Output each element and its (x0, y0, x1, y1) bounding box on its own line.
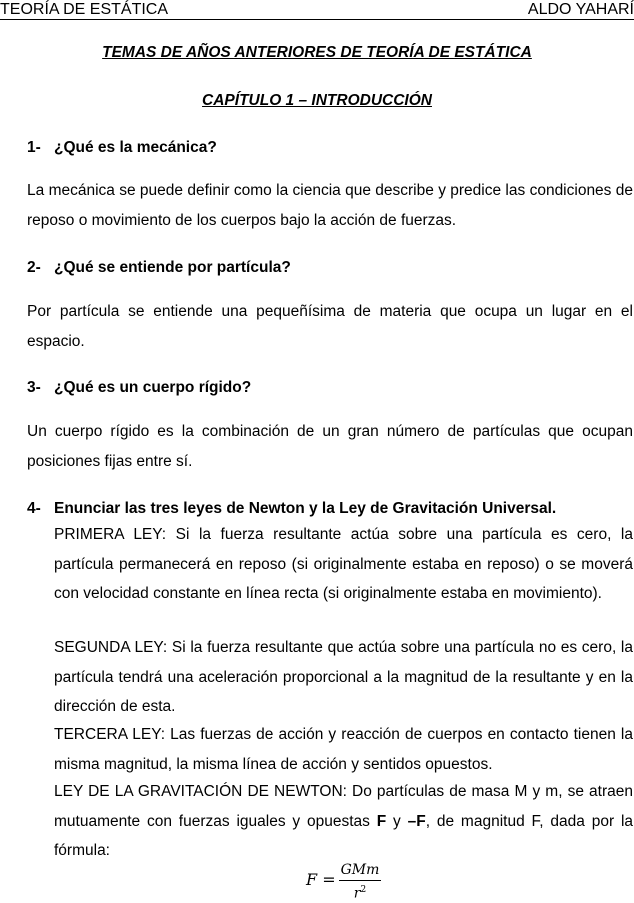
formula-denominator (339, 882, 381, 902)
question-text: ¿Qué es la mecánica? (54, 139, 217, 156)
question-2 (27, 258, 291, 277)
formula-numerator: GMm (340, 862, 380, 878)
formula-denominator-exponent: 2 (360, 885, 367, 895)
question-number: 4- (27, 500, 41, 517)
gravitation-formula (306, 862, 386, 902)
formula-lhs: F = (306, 870, 336, 889)
question-1 (27, 138, 217, 157)
question-number: 2- (27, 259, 41, 276)
header-author: ALDO YAHARÍ (527, 1, 634, 18)
formula-denominator-base: r (353, 885, 361, 902)
question-number: 3- (27, 379, 41, 396)
first-law: PRIMERA LEY: Si la fuerza resultante actúa sobre una partícula es cero, la partícula permanecerá en reposo (si originalmente estaba en reposo) o se moverá con velocidad constante en línea recta (si originalmente estaba en movimiento). (54, 526, 633, 602)
second-law: SEGUNDA LEY: Si la fuerza resultante que actúa sobre una partícula no es cero, la partícula tendrá una aceleración proporcional a la magnitud de la resultante y en la dirección de esta. (54, 639, 633, 715)
question-number: 1- (27, 139, 41, 156)
gravitation-text-end: , de magnitud F, dada por la fórmula: (54, 812, 634, 859)
gravitation-text-and: y (386, 812, 408, 830)
chapter-title: CAPÍTULO 1 – INTRODUCCIÓN (202, 92, 432, 109)
question-4 (27, 499, 556, 518)
answer-3: Un cuerpo rígido es la combinación de un gran número de partículas que ocupan posiciones fijas entre sí. (27, 423, 633, 470)
header-course-title: TEORÍA DE ESTÁTICA (0, 1, 169, 18)
fraction-bar (339, 880, 381, 881)
force-vector-neg-f: –F (407, 812, 426, 830)
question-text: ¿Qué es un cuerpo rígido? (54, 379, 252, 396)
page-header (0, 0, 634, 20)
gravitation-text-start: LEY DE LA GRAVITACIÓN DE NEWTON: Do partículas de masa M y m, se atraen mutuamente con fuerzas iguales y opuestas (54, 783, 633, 830)
force-vector-f: F (376, 812, 387, 830)
answer-1: La mecánica se puede definir como la ciencia que describe y predice las condiciones de reposo o movimiento de los cuerpos bajo la acción de fuerzas. (27, 182, 633, 229)
document-title: TEMAS DE AÑOS ANTERIORES DE TEORÍA DE ESTÁTICA (102, 44, 532, 61)
third-law: TERCERA LEY: Las fuerzas de acción y reacción de cuerpos en contacto tienen la misma magnitud, la misma línea de acción y sentidos opuestos. (54, 726, 633, 773)
formula-fraction (339, 862, 381, 902)
gravitation-law (54, 777, 633, 866)
answer-2: Por partícula se entiende una pequeñísima de materia que ocupa un lugar en el espacio. (27, 303, 633, 350)
question-3 (27, 378, 251, 397)
question-text: ¿Qué se entiende por partícula? (54, 259, 291, 276)
question-text: Enunciar las tres leyes de Newton y la Ley de Gravitación Universal. (54, 500, 557, 517)
